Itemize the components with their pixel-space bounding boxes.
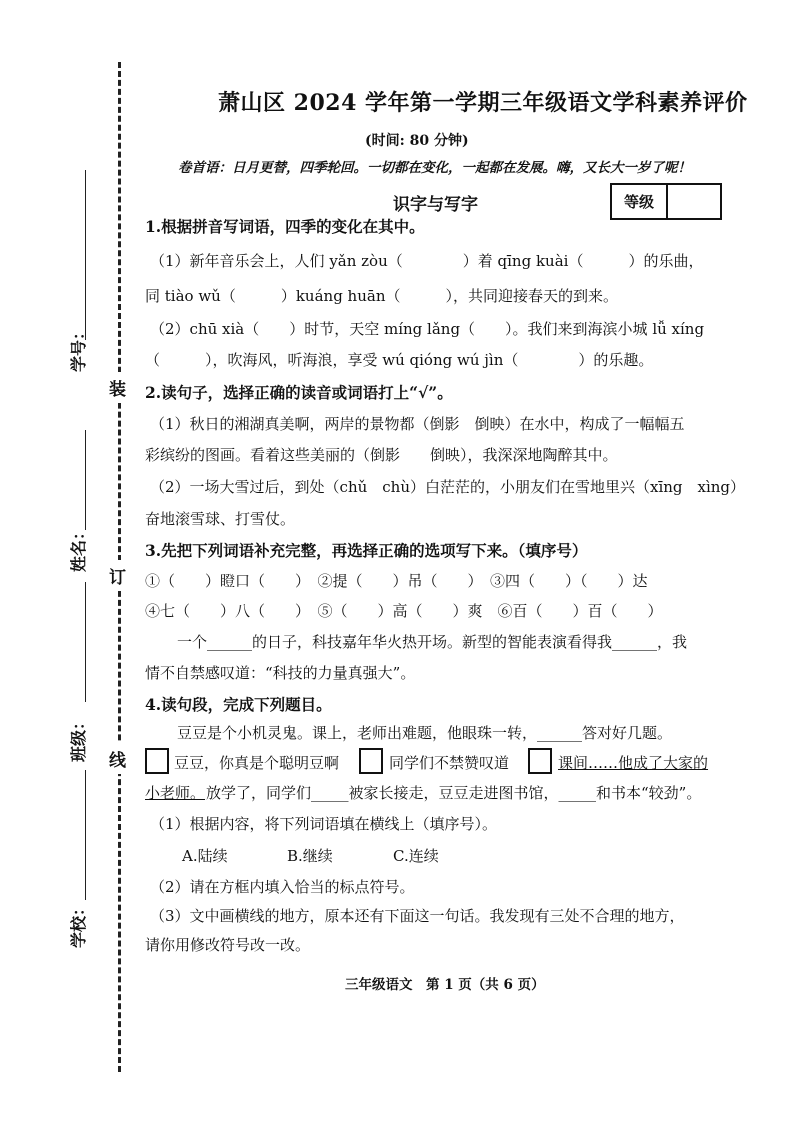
binding-char-ding: 订 [109,560,126,591]
q4-line3: 放学了，同学们_____被家长接走，豆豆走进图书馆，_____和书本“较劲”。 [206,784,702,802]
grade-box [610,183,722,220]
q4-title: 4.读句段，完成下列题目。 [145,695,332,714]
q2-line1: （1）秋日的湘湖真美啊，两岸的景物都（倒影 倒映）在水中，构成了一幅幅五 [150,415,685,433]
q3-line2: ④七（ ）八（ ） ⑤（ ）高（ ）爽 ⑥百（ ）百（ ） [145,602,663,620]
student-no-line [85,170,86,340]
q3-line4: 情不自禁感叹道：“科技的力量真强大”。 [145,664,416,682]
q1-line3: （2）chū xià（ ）时节，天空 míng lǎng（ ）。我们来到海滨小城 lǚ xíng [150,320,705,338]
page-footer: 三年级语文 第 1 页（共 6 页） [345,977,545,993]
name-label: 姓名： [69,523,88,572]
q3-line3: 一个______的日子，科技嘉年华火热开场。新型的智能表演看得我______，我 [177,633,688,651]
exam-title: 萧山区 2024 学年第一学期三年级语文学科素养评价 [218,90,748,116]
school-line [85,770,86,900]
school-label: 学校： [69,899,88,948]
binding-char-zhuang: 装 [109,372,126,403]
punct-box-1[interactable] [145,748,169,774]
section-title: 识字与写字 [393,195,478,215]
q4-option-c: C.连续 [393,847,439,865]
q4-line2-part2: 同学们不禁赞叹道 [389,754,510,772]
exam-time: (时间: 80 分钟) [365,133,469,149]
q1-line1: （1）新年音乐会上，人们 yǎn zòu（ ）着 qīng kuài（ ）的乐曲， [150,252,704,270]
grade-label: 等级 [612,185,668,218]
q2-line2: 彩缤纷的图画。看着这些美丽的（倒影 倒映），我深深地陶醉其中。 [145,446,618,464]
q4-sub3-cont: 请你用修改符号改一改。 [145,936,311,954]
class-line [85,582,86,702]
punct-box-2[interactable] [359,748,383,774]
grade-field[interactable] [668,185,720,218]
q1-title: 1.根据拼音写词语，四季的变化在其中。 [145,217,425,236]
student-no-label: 学号： [69,323,88,372]
q4-line2-part3: 课间……他成了大家的 [558,754,709,772]
q4-sub3: （3）文中画横线的地方，原本还有下面这一句话。我发现有三处不合理的地方， [150,907,685,925]
q2-title: 2.读句子，选择正确的读音或词语打上“√”。 [145,383,453,402]
q3-line1: ①（ ）瞪口（ ） ②提（ ）吊（ ） ③四（ ）（ ）达 [145,572,648,590]
q4-sub2: （2）请在方框内填入恰当的标点符号。 [150,878,415,896]
q3-title: 3.先把下列词语补充完整，再选择正确的选项写下来。（填序号） [145,541,588,560]
q4-line1: 豆豆是个小机灵鬼。课上，老师出难题，他眼珠一转，______答对好几题。 [177,724,673,742]
punct-box-3[interactable] [528,748,552,774]
binding-char-xian: 线 [109,743,126,774]
name-line [85,430,86,530]
q1-line2: 同 tiào wǔ（ ）kuáng huān（ ），共同迎接春天的到来。 [145,287,618,305]
q2-line4: 奋地滚雪球、打雪仗。 [145,510,296,528]
q4-line2-part1: 豆豆，你真是个聪明豆啊 [174,754,340,772]
q4-option-b: B.继续 [287,847,333,865]
q4-sub1: （1）根据内容，将下列词语填在横线上（填序号）。 [150,815,498,833]
q1-line4: （ ），吹海风，听海浪，享受 wú qióng wú jìn（ ）的乐趣。 [145,351,654,369]
q4-option-a: A.陆续 [182,847,228,865]
q4-line3-underlined: 小老师。 [145,784,206,802]
exam-motto: 卷首语：日月更替，四季轮回。一切都在变化，一起都在发展。嗨，又长大一岁了呢！ [178,160,691,176]
class-label: 班级： [69,713,88,762]
q2-line3: （2）一场大雪过后，到处（chǔ chù）白茫茫的，小朋友们在雪地里兴（xīng xìng） [150,478,746,496]
